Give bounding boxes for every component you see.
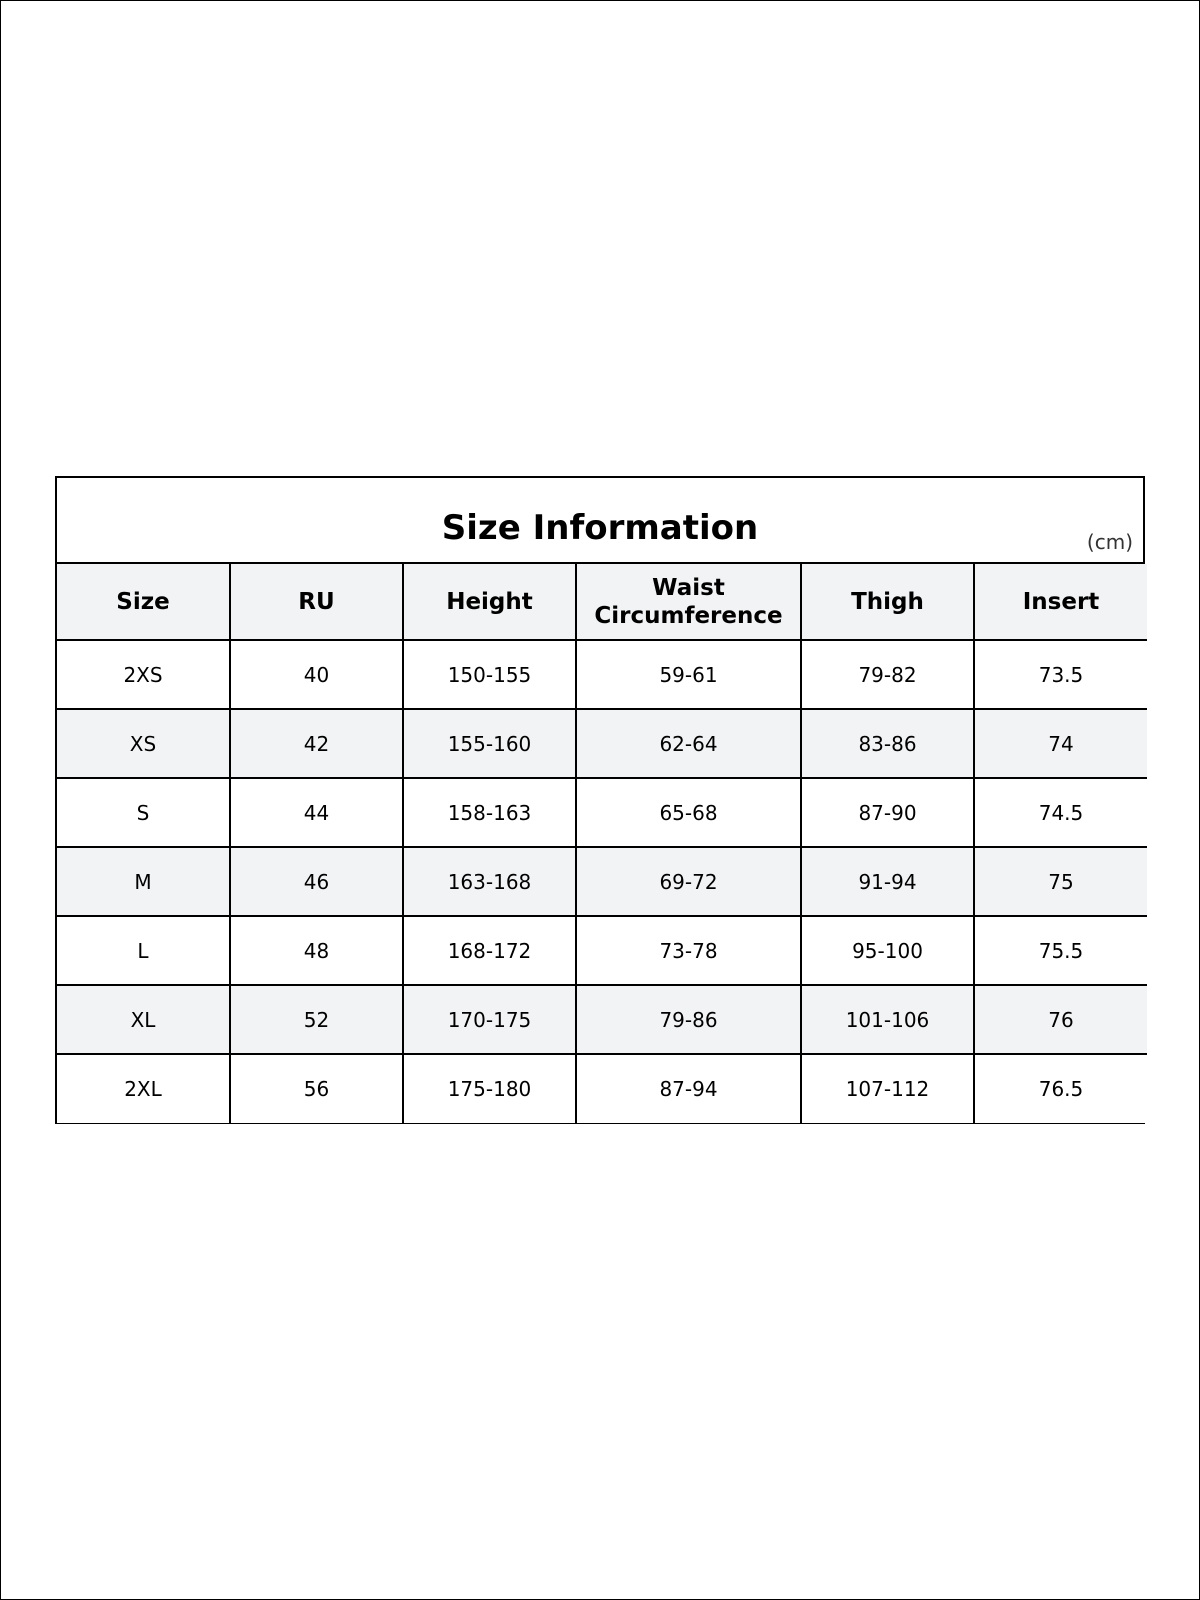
table-cell: 107-112	[801, 1054, 974, 1123]
table-cell: 69-72	[576, 847, 801, 916]
table-cell: 48	[230, 916, 403, 985]
table-cell: 87-90	[801, 778, 974, 847]
table-cell: 158-163	[403, 778, 576, 847]
table-cell: 76	[974, 985, 1147, 1054]
table-cell: 73.5	[974, 640, 1147, 709]
table-cell: 79-82	[801, 640, 974, 709]
column-header-ru: RU	[230, 564, 403, 640]
table-cell: 73-78	[576, 916, 801, 985]
table-row	[57, 916, 1147, 985]
table-row	[57, 640, 1147, 709]
table-cell: 46	[230, 847, 403, 916]
table-cell: 76.5	[974, 1054, 1147, 1123]
table-cell: XL	[57, 985, 230, 1054]
table-cell: 52	[230, 985, 403, 1054]
table-cell: 95-100	[801, 916, 974, 985]
table-row	[57, 709, 1147, 778]
table-header-row	[57, 564, 1147, 640]
table-cell: M	[57, 847, 230, 916]
size-information-card	[55, 476, 1145, 1124]
table-cell: 83-86	[801, 709, 974, 778]
table-cell: 75	[974, 847, 1147, 916]
table-cell: 75.5	[974, 916, 1147, 985]
title-row	[57, 478, 1143, 564]
table-row	[57, 985, 1147, 1054]
table-cell: XS	[57, 709, 230, 778]
table-cell: 65-68	[576, 778, 801, 847]
column-header-size: Size	[57, 564, 230, 640]
table-cell: 170-175	[403, 985, 576, 1054]
table-cell: 74.5	[974, 778, 1147, 847]
size-information-title: Size Information	[441, 508, 759, 548]
table-cell: 87-94	[576, 1054, 801, 1123]
table-cell: 40	[230, 640, 403, 709]
table-cell: 2XS	[57, 640, 230, 709]
table-cell: 150-155	[403, 640, 576, 709]
table-cell: 91-94	[801, 847, 974, 916]
table-row	[57, 778, 1147, 847]
table-cell: 163-168	[403, 847, 576, 916]
column-header-thigh: Thigh	[801, 564, 974, 640]
column-header-waist-circumference: Waist Circumference	[576, 564, 801, 640]
table-cell: L	[57, 916, 230, 985]
table-cell: 56	[230, 1054, 403, 1123]
table-cell: S	[57, 778, 230, 847]
table-row	[57, 1054, 1147, 1123]
table-cell: 168-172	[403, 916, 576, 985]
table-cell: 2XL	[57, 1054, 230, 1123]
table-cell: 44	[230, 778, 403, 847]
column-header-height: Height	[403, 564, 576, 640]
table-cell: 175-180	[403, 1054, 576, 1123]
column-header-insert: Insert	[974, 564, 1147, 640]
table-cell: 59-61	[576, 640, 801, 709]
table-cell: 74	[974, 709, 1147, 778]
table-cell: 155-160	[403, 709, 576, 778]
size-table	[57, 564, 1147, 1123]
table-cell: 62-64	[576, 709, 801, 778]
table-cell: 42	[230, 709, 403, 778]
table-row	[57, 847, 1147, 916]
table-cell: 101-106	[801, 985, 974, 1054]
unit-note: (cm)	[1086, 530, 1133, 554]
table-cell: 79-86	[576, 985, 801, 1054]
